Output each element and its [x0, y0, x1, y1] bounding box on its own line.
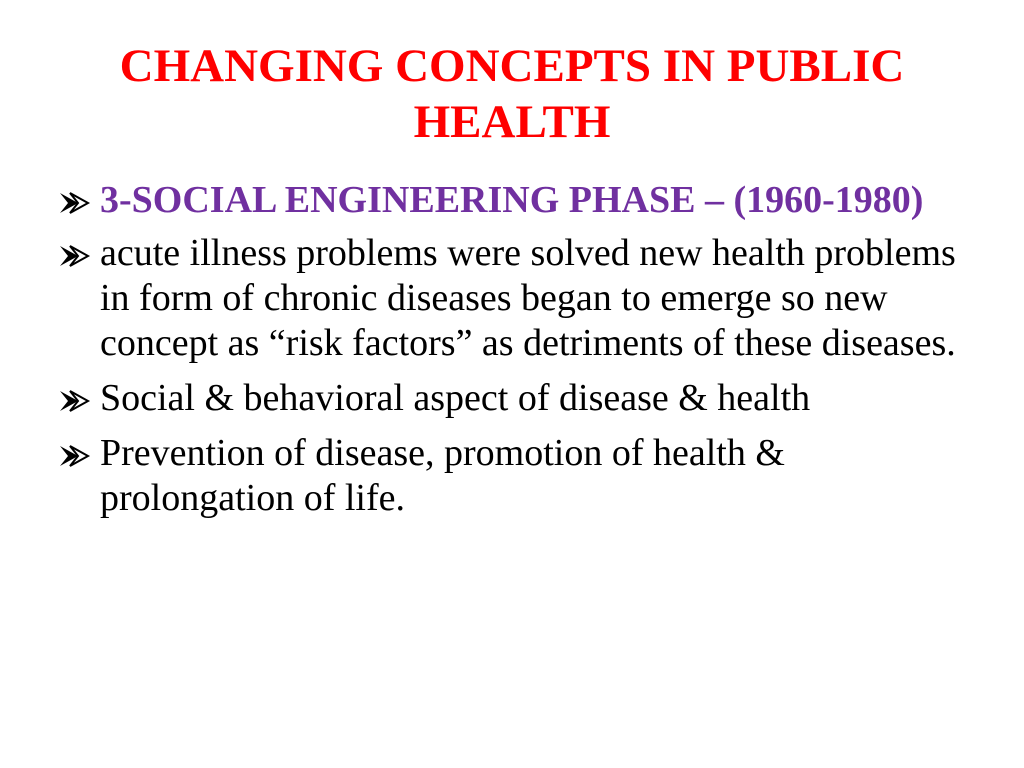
arrow-bullet-icon — [58, 244, 92, 268]
bullet-item-prevention — [58, 431, 978, 521]
bullet-text: 3-SOCIAL ENGINEERING PHASE – (1960-1980) — [100, 179, 924, 221]
arrow-bullet-icon — [58, 389, 92, 413]
slide-title: CHANGING CONCEPTS IN PUBLIC HEALTH — [119, 40, 905, 148]
bullet-list — [58, 178, 978, 531]
arrow-bullet-icon — [58, 444, 92, 468]
bullet-text: Social & behavioral aspect of disease & health — [100, 377, 811, 419]
bullet-item-phase-heading — [58, 178, 978, 223]
bullet-text: Prevention of disease, promotion of health & prolongation of life. — [100, 432, 785, 519]
bullet-item-social-behavioral — [58, 376, 978, 421]
bullet-text: acute illness problems were solved new health problems in form of chronic diseases began to emerge so new concept as “risk factors” as detriments of these diseases. — [100, 232, 956, 364]
bullet-item-acute-illness — [58, 231, 978, 366]
arrow-bullet-icon — [58, 191, 92, 215]
